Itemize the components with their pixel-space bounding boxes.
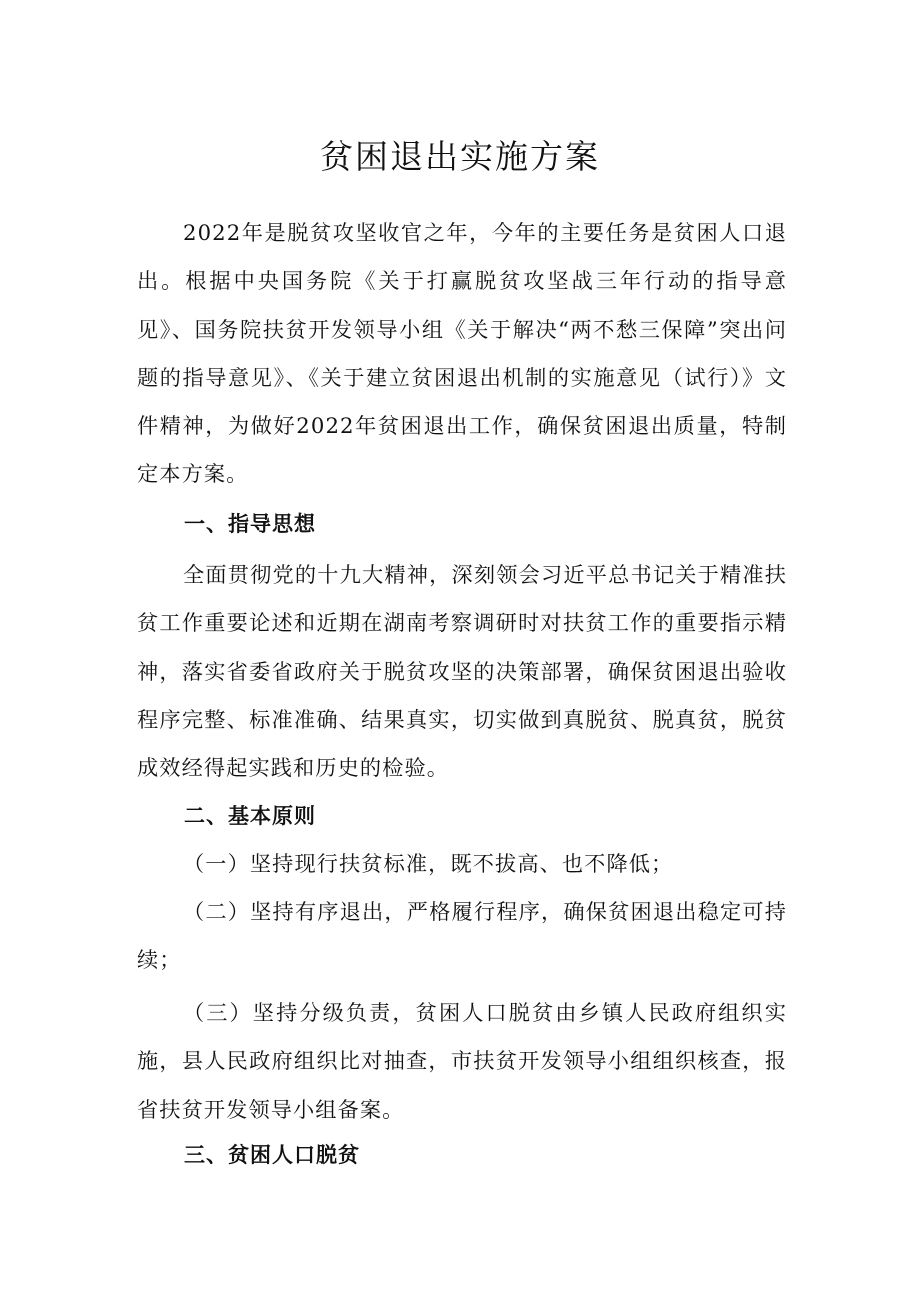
section-heading-poverty-exit: 三、贫困人口脱贫 bbox=[184, 1143, 360, 1167]
intro-paragraph: 2022年是脱贫攻坚收官之年，今年的主要任务是贫困人口退出。根据中央国务院《关于打赢脱贫攻坚战三年行动的指导意见》、国务院扶贫开发领导小组《关于解决“两不愁三保障”突出问题的指导意见》、《关于建立贫困退出机制的实施意见（试行）》文件精神，为做好2022年贫困退出工作，确保贫困退出质量，特制定本方案。 bbox=[137, 220, 787, 487]
document-title: 贫困退出实施方案 bbox=[320, 137, 600, 176]
principle-item-1: （一）坚持现行扶贫标准，既不拔高、也不降低； bbox=[183, 851, 674, 876]
section-heading-guiding-thought: 一、指导思想 bbox=[184, 512, 316, 536]
guiding-thought-paragraph: 全面贯彻党的十九大精神，深刻领会习近平总书记关于精准扶贫工作重要论述和近期在湖南考察调研时对扶贫工作的重要指示精神，落实省委省政府关于脱贫攻坚的决策部署，确保贫困退出验收程序完整、标准准确、结果真实，切实做到真脱贫、脱真贫，脱贫成效经得起实践和历史的检验。 bbox=[137, 562, 787, 781]
principle-item-2: （二）坚持有序退出，严格履行程序，确保贫困退出稳定可持续； bbox=[137, 899, 787, 973]
section-heading-basic-principles: 二、基本原则 bbox=[184, 804, 316, 828]
principle-item-3: （三）坚持分级负责，贫困人口脱贫由乡镇人民政府组织实施，县人民政府组织比对抽查，市扶贫开发领导小组组织核查，报省扶贫开发领导小组备案。 bbox=[137, 1000, 787, 1122]
